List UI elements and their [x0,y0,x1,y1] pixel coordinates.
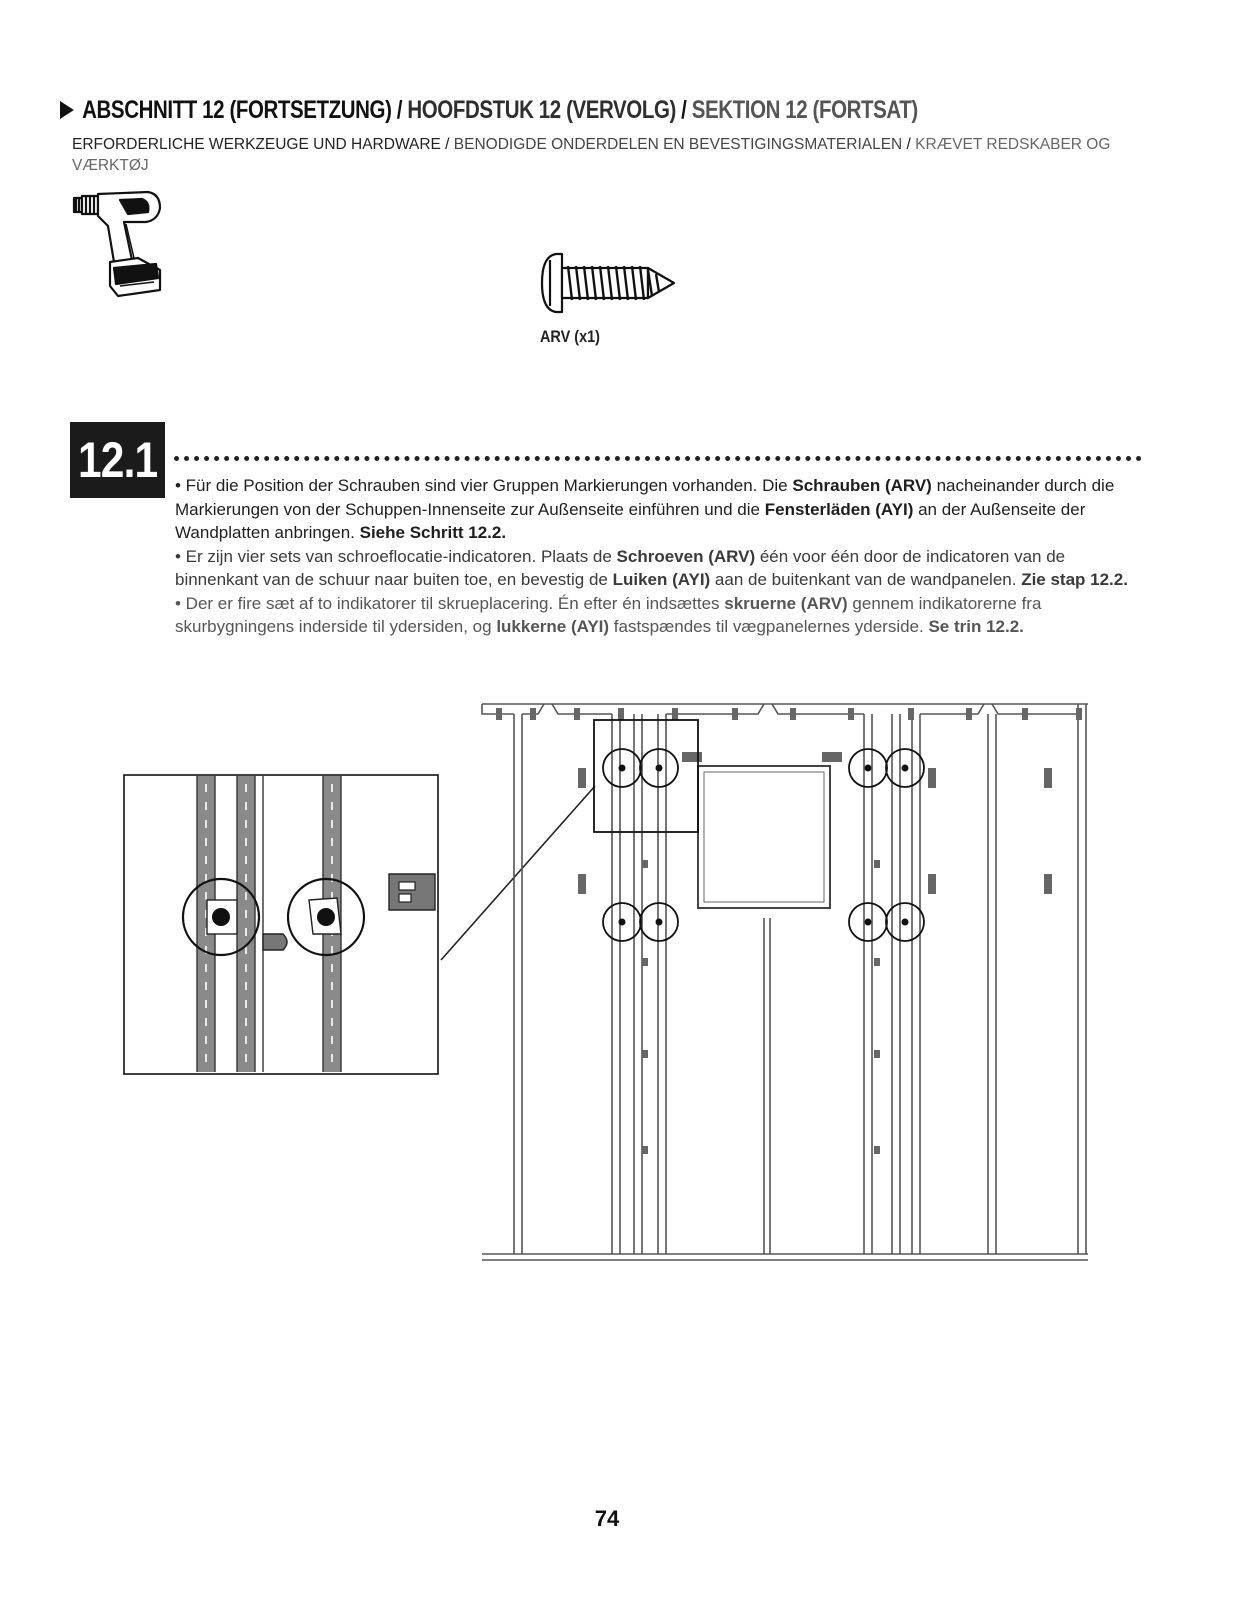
instruction-text: • Der er fire sæt af to indikatorer til skrueplacering. Én efter én indsættes [175,593,725,613]
instruction-text: nacheinander durch die Markierungen von der Schuppen-Innenseite zur Außenseite einführen und die [175,476,1115,519]
instruction-dk [175,592,1135,639]
section-title [60,96,978,125]
title-separator: / [391,96,408,124]
power-drill-icon [70,186,170,298]
dotted-divider [174,456,1142,461]
section-title-de: ABSCHNITT 12 (FORTSETZUNG) [82,96,392,124]
instruction-bold: skruerne (ARV) [724,593,848,613]
instruction-text: • Für die Position der Schrauben sind vier Gruppen Markierungen vorhanden. Die [175,476,793,495]
instruction-text: gennem indikatorerne fra skurbygningens inderside til ydersiden, og [175,593,1042,636]
instruction-nl [175,545,1135,592]
tools-heading [72,134,1152,176]
play-arrow-icon [60,101,74,119]
tools-heading-nl: BENODIGDE ONDERDELEN EN BEVESTIGINGSMATERIALEN [453,136,903,153]
heading-separator: / [440,136,454,153]
instruction-text: an der Außenseite der Wandplatten anbringen. [175,499,1086,542]
instruction-text: • Er zijn vier sets van schroeflocatie-indicatoren. Plaats de [175,546,617,566]
instruction-text: aan de buitenkant van de wandpanelen. [710,570,1022,589]
screw-icon [536,250,678,316]
tools-heading-dk: KRÆVET REDSKABER OG VÆRKTØJ [72,136,1111,174]
step-number-badge [70,422,165,498]
instruction-bold: Siehe Schritt 12.2. [359,523,507,542]
title-separator: / [675,96,692,124]
step-number: 12.1 [77,432,158,488]
instruction-bold: Fensterläden (AYI) [764,499,914,519]
instruction-bold: Se trin 12.2. [928,617,1024,636]
tools-heading-de: ERFORDERLICHE WERKZEUGE UND HARDWARE [72,136,441,153]
instruction-de [175,474,1135,545]
instruction-bold: Zie stap 12.2. [1021,570,1128,589]
step-instructions [175,474,1135,639]
section-title-dk: SEKTION 12 (FORTSAT) [691,96,918,124]
instruction-text: één voor één door de indicatoren van de binnenkant van de schuur naar buiten toe, en bevestig de [175,546,1066,589]
section-title-nl: HOOFDSTUK 12 (VERVOLG) [407,96,676,124]
instruction-bold: lukkerne (AYI) [496,617,610,636]
instruction-bold: Luiken (AYI) [612,570,711,589]
screw-label: ARV (x1) [540,327,600,346]
heading-separator: / [902,136,916,153]
wall-panels-illustration [478,700,1096,1270]
instruction-text: fastspændes til vægpanelernes yderside. [609,617,929,636]
zoom-detail-illustration [123,774,439,1075]
instruction-bold: Schroeven (ARV) [616,546,756,566]
page-number: 74 [594,1506,620,1531]
instruction-bold: Schrauben (ARV) [792,476,932,495]
